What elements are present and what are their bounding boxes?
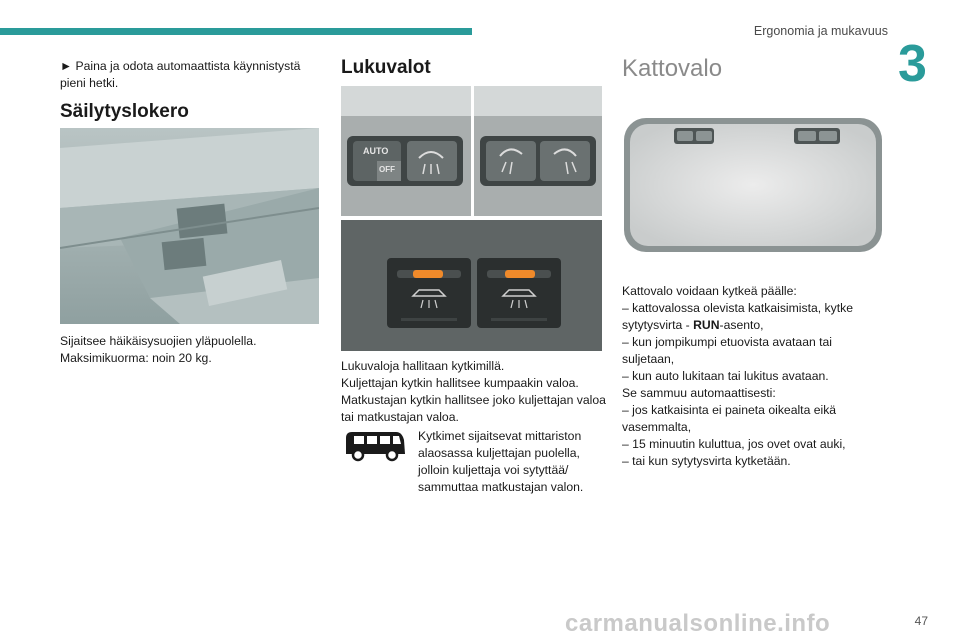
run-label: RUN	[693, 318, 720, 332]
body-line: – tai kun sytytysvirta kytketään.	[622, 454, 791, 468]
note-line: alaosassa kuljettajan puolella,	[418, 446, 580, 460]
note-line: Kytkimet sijaitsevat mittariston	[418, 429, 582, 443]
body-line: – kun auto lukitaan tai lukitus avataan.	[622, 369, 829, 383]
reading-lights-heading-wrap	[341, 58, 431, 79]
storage-heading-wrap	[60, 102, 189, 123]
intro-line: pieni hetki.	[60, 76, 119, 90]
off-label: OFF	[379, 165, 395, 174]
storage-compartment-image	[60, 128, 319, 324]
header-accent-bar	[0, 28, 472, 35]
page-number: 47	[914, 614, 928, 628]
body-line: tai matkustajan valoa.	[341, 410, 459, 424]
reading-lights-heading: Lukuvalot	[341, 57, 431, 78]
body-line: – jos katkaisinta ei paineta oikealta eikä	[622, 403, 837, 417]
passenger-switch-image	[474, 86, 602, 216]
chapter-number: 3	[898, 35, 927, 93]
body-line: vasemmalta,	[622, 420, 692, 434]
note-line: jolloin kuljettaja voi sytyttää/	[418, 463, 569, 477]
body-line: Kattovalo voidaan kytkeä päälle:	[622, 284, 797, 298]
body-line: – 15 minuutin kuluttua, jos ovet ovat auki,	[622, 437, 846, 451]
ceiling-light-heading-wrap	[622, 56, 722, 82]
intro-line: ► Paina ja odota automaattista käynnistystä	[60, 59, 301, 73]
body-line: Lukuvaloja hallitaan kytkimillä.	[341, 359, 505, 373]
watermark: carmanualsonline.info	[565, 610, 831, 637]
body-line: Kuljettajan kytkin hallitsee kumpaakin valoa.	[341, 376, 579, 390]
note-line: sammuttaa matkustajan valon.	[418, 480, 584, 494]
body-line: Se sammuu automaattisesti:	[622, 386, 776, 400]
storage-caption	[60, 333, 320, 367]
van-icon	[342, 428, 408, 462]
storage-heading: Säilytyslokero	[60, 101, 189, 122]
body-line: sytytysvirta - RUN-asento,	[622, 318, 764, 332]
note-text	[418, 428, 608, 496]
body-line: – kattovalossa olevista katkaisimista, kytke	[622, 301, 853, 315]
reading-lights-body	[341, 358, 611, 426]
body-line: Matkustajan kytkin hallitsee joko kuljettajan valoa	[341, 393, 606, 407]
section-title: Ergonomia ja mukavuus	[753, 24, 888, 38]
caption-line: Sijaitsee häikäisysuojien yläpuolella.	[60, 334, 257, 348]
body-line: – kun jompikumpi etuovista avataan tai	[622, 335, 833, 349]
auto-label: AUTO	[363, 146, 389, 156]
ceiling-light-image	[622, 116, 884, 254]
driver-switch-image	[341, 86, 471, 216]
caption-line: Maksimikuorma: noin 20 kg.	[60, 351, 212, 365]
body-line: suljetaan,	[622, 352, 675, 366]
ceiling-light-body	[622, 283, 902, 470]
intro-text	[60, 58, 320, 92]
ceiling-light-heading: Kattovalo	[622, 55, 723, 82]
dashboard-switches-image	[341, 220, 602, 351]
